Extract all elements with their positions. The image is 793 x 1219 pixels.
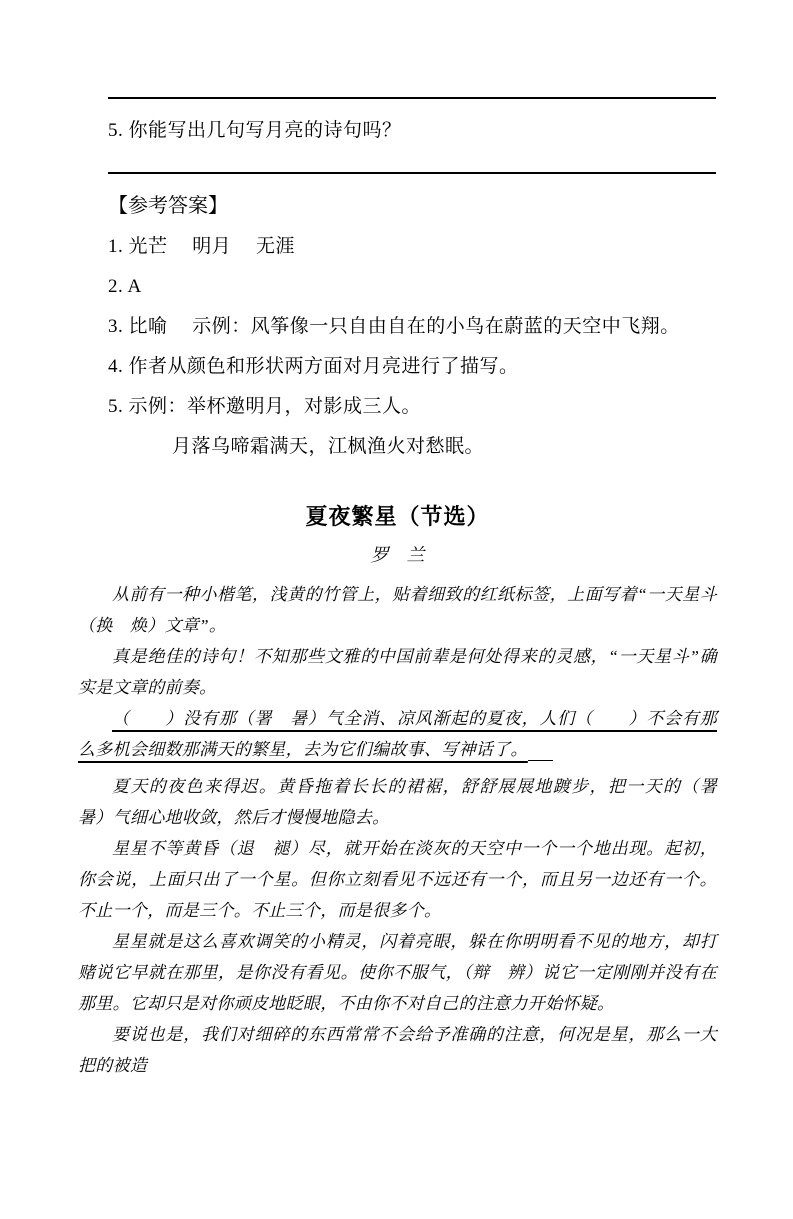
underline-extension (528, 760, 553, 762)
essay-paragraph: 真是绝佳的诗句！不知那些文雅的中国前辈是何处得来的灵感，“一天星斗”确实是文章的前奏。 (78, 647, 717, 697)
answer-5-poem-line-2: 月落乌啼霜满天，江枫渔火对愁眠。 (172, 436, 485, 457)
reference-answers-header: 【参考答案】 (108, 195, 228, 217)
horizontal-rule-middle (108, 172, 716, 174)
horizontal-rule-top (108, 97, 716, 99)
answers-section (108, 97, 716, 459)
underlined-text: （ ）没有那（署 暑）气全消、凉风渐起的夏夜，人们（ ）不会有那么多机会细数那满天的繁星，去为它们编故事、写神话了。 (78, 709, 717, 759)
answer-item-3: 3. 比喻 示例：风筝像一只自由自在的小鸟在蔚蓝的天空中飞翔。 (108, 316, 680, 337)
essay-paragraph-underlined (78, 703, 717, 765)
document-page (0, 97, 793, 1219)
essay-paragraph: 星星就是这么喜欢调笑的小精灵，闪着亮眼，躲在你明明看不见的地方，却打赌说它早就在那里，是你没有看见。使你不服气，（辩 辨）说它一定刚刚并没有在那里。它却只是对你顽皮地眨眼，不由你不对自己的注意力开始怀疑。 (78, 932, 717, 1013)
answer-item-2: 2. A (108, 276, 142, 297)
essay-paragraph: 夏天的夜色来得迟。黄昏拖着长长的裙裾，舒舒展展地踱步，把一天的（署 暑）气细心地收敛，然后才慢慢地隐去。 (78, 777, 735, 827)
answer-item-4: 4. 作者从颜色和形状两方面对月亮进行了描写。 (108, 356, 519, 377)
essay-paragraph: 星星不等黄昏（退 褪）尽，就开始在淡灰的天空中一个一个地出现。起初，你会说，上面只出了一个星。但你立刻看见不远还有一个，而且另一边还有一个。不止一个，而是三个。不止三个，而是很多个。 (78, 839, 717, 920)
essay-title: 夏夜繁星（节选） (305, 504, 490, 529)
question-5: 5. 你能写出几句写月亮的诗句吗？ (108, 120, 402, 141)
answer-item-5: 5. 示例：举杯邀明月，对影成三人。 (108, 396, 422, 417)
essay-paragraph: 从前有一种小楷笔，浅黄的竹管上，贴着细致的红纸标签，上面写着“一天星斗（换 焕）文章”。 (78, 585, 717, 635)
essay-section (78, 502, 735, 1081)
answer-item-1: 1. 光芒 明月 无涯 (108, 236, 296, 257)
essay-author: 罗 兰 (370, 545, 425, 565)
essay-paragraph: 要说也是，我们对细碎的东西常常不会给予准确的注意，何况是星，那么一大把的被造 (78, 1025, 717, 1075)
